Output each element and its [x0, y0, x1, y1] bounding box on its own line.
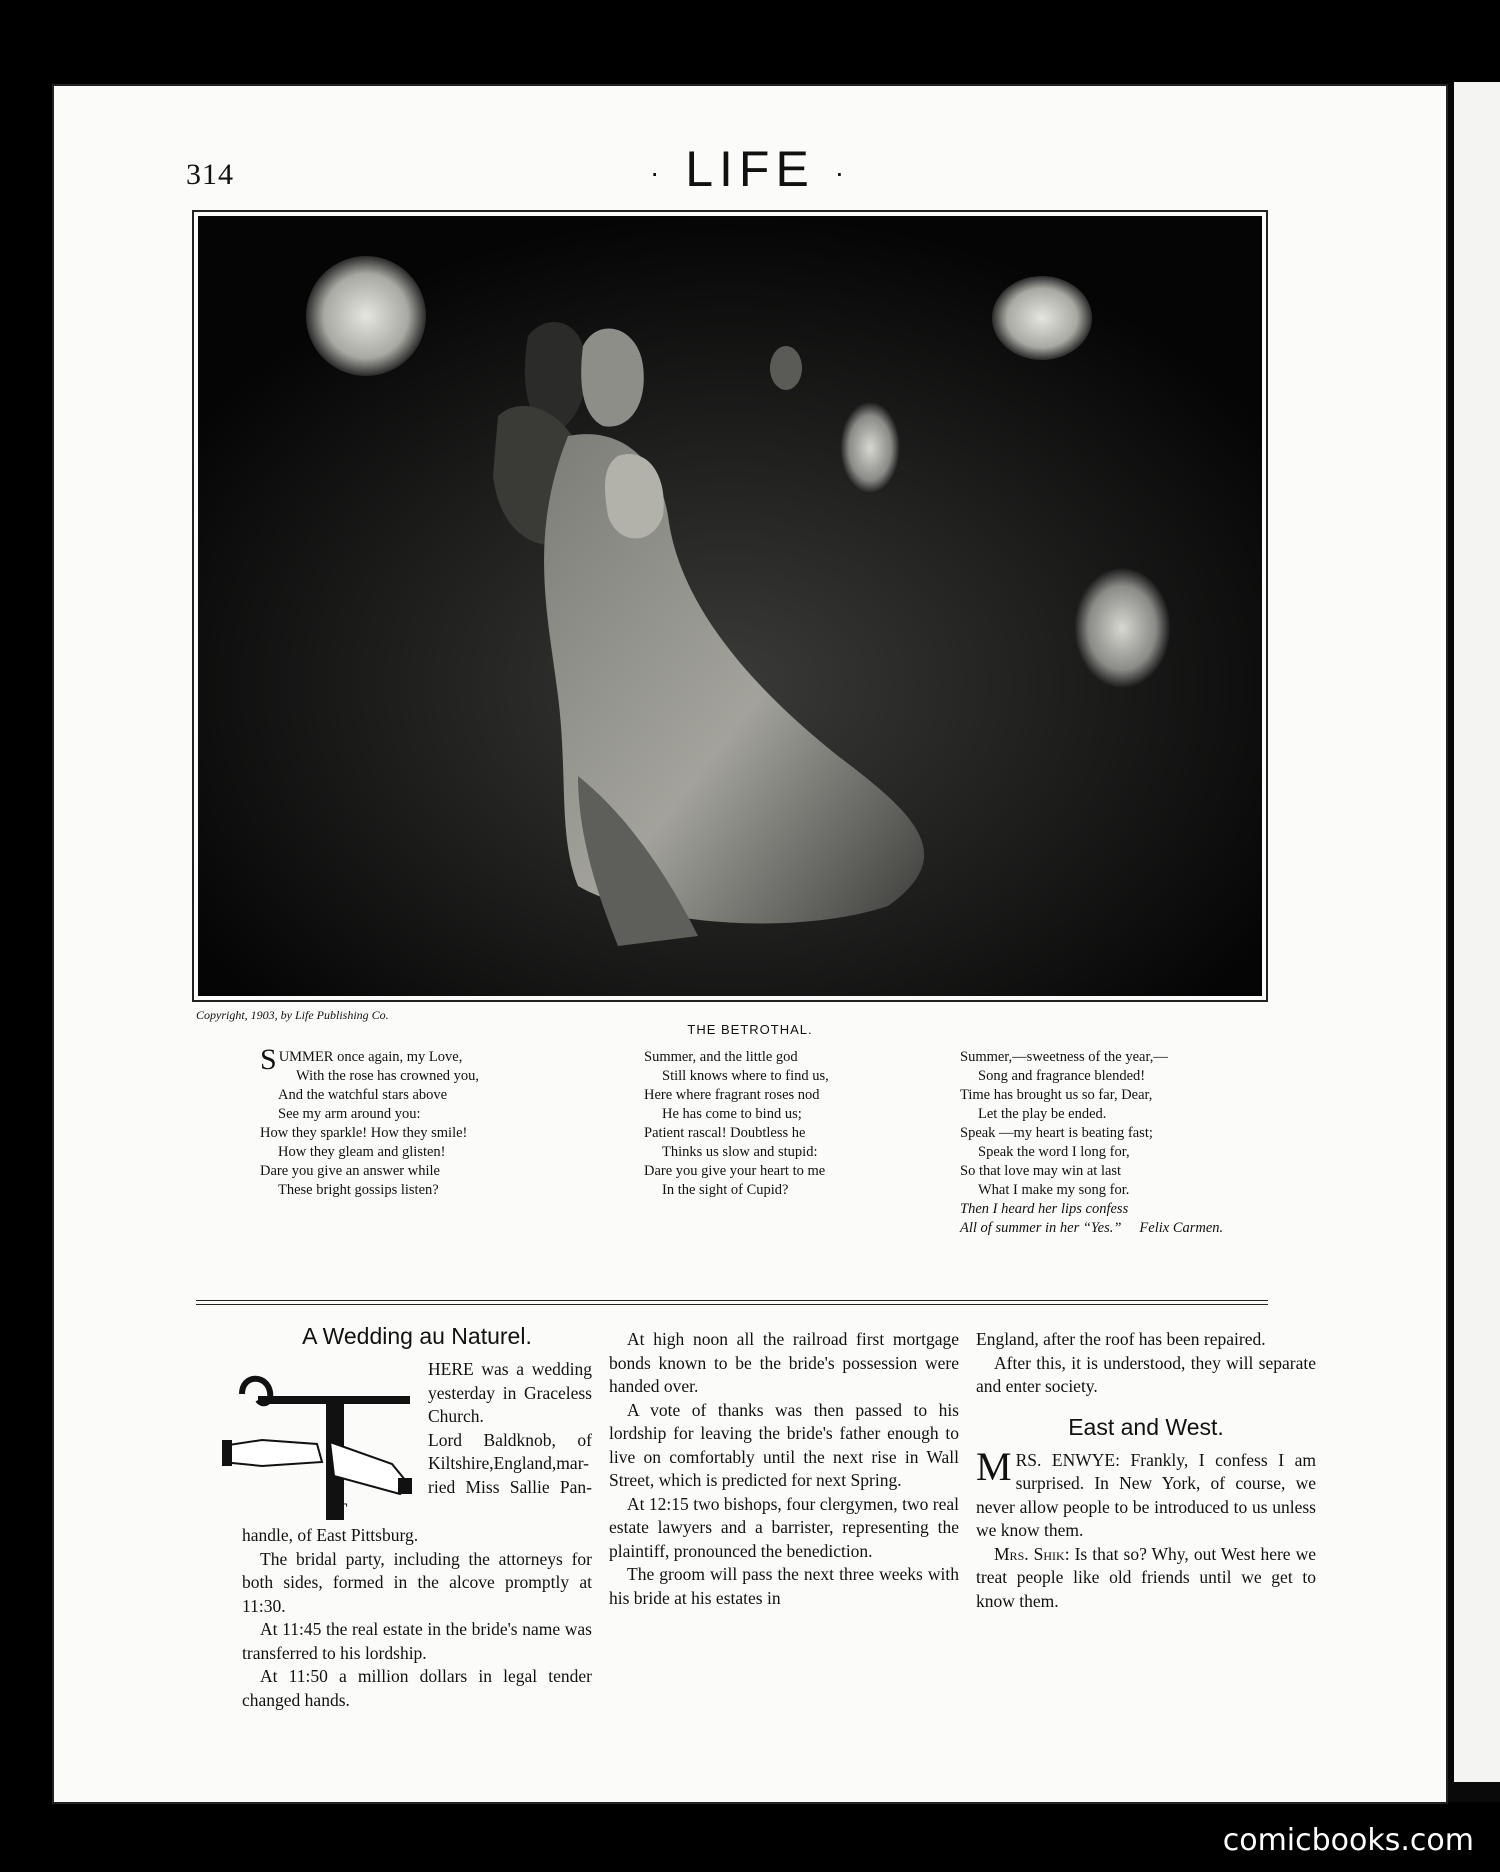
poem-line: So that love may win at last	[960, 1163, 1122, 1179]
hands-dropcap-icon	[222, 1354, 422, 1524]
poem-line: Summer,—sweetness of the year,—	[960, 1049, 1168, 1065]
poem-stanza-1	[260, 1043, 580, 1200]
poem-line: Summer, and the little god	[644, 1049, 798, 1065]
masthead	[600, 140, 900, 198]
poem-line: Here where fragrant roses nod	[644, 1087, 820, 1103]
opening-line: Church.	[428, 1406, 484, 1426]
illustration-copyright: Copyright, 1903, by Life Publishing Co.	[196, 1008, 389, 1022]
dialogue-mrs-enwye	[976, 1443, 1317, 1543]
opening-line: Kiltshire,England,mar-	[428, 1453, 589, 1473]
masthead-dot-left: ·	[649, 156, 666, 188]
section-divider	[196, 1300, 1268, 1301]
speaker-enwye-text: Frankly, I confess I am surprised. In New York, of course, we never allow people to be introduced to us unless we know them.	[976, 1449, 1317, 1540]
article-column-1	[242, 1318, 592, 1712]
poem-line: What I make my song for.	[978, 1182, 1130, 1198]
poem-line: Speak —my heart is beating fast;	[960, 1125, 1153, 1141]
poem-line: How they gleam and glisten!	[278, 1144, 446, 1160]
poem-line: Let the play be ended.	[978, 1106, 1107, 1122]
column3-continuation: England, after the roof has been repaired.	[976, 1329, 1266, 1349]
dropcap-letter: T	[334, 1498, 348, 1523]
illustration-caption: THE BETROTHAL.	[687, 1022, 813, 1037]
poem-line: Song and fragrance blended!	[978, 1068, 1146, 1084]
poem-dropcap: S	[260, 1043, 277, 1076]
article-column-2	[609, 1328, 959, 1610]
masthead-title: LIFE	[685, 141, 815, 197]
poem-line: These bright gossips listen?	[278, 1182, 439, 1198]
section-divider-thin	[196, 1304, 1268, 1305]
poem-line: How they sparkle! How they smile!	[260, 1125, 468, 1141]
lantern-right-top	[992, 276, 1092, 360]
lantern-center	[840, 402, 900, 494]
poem-line: Thinks us slow and stupid:	[662, 1144, 818, 1160]
betrothal-illustration	[192, 210, 1268, 1002]
watermark: comicbooks.com	[1222, 1823, 1474, 1858]
poem-line: Dare you give an answer while	[260, 1163, 440, 1179]
poem-line: See my arm around you:	[278, 1106, 421, 1122]
speaker-shik: Mrs. Shik:	[994, 1543, 1070, 1564]
lantern-right-lower	[1074, 568, 1170, 688]
article-column-3	[976, 1328, 1316, 1613]
opening-line: yesterday in Graceless	[428, 1382, 592, 1403]
speaker-shik-text: Is that so? Why, out West here we treat people like old friends until we get to know them.	[976, 1543, 1316, 1611]
page-number: 314	[186, 158, 234, 191]
poem-line: Speak the word I long for,	[978, 1144, 1130, 1160]
masthead-dot-right: ·	[834, 156, 851, 188]
dialogue-dropcap: M	[976, 1443, 1012, 1489]
poem-line: Time has brought us so far, Dear,	[960, 1087, 1153, 1103]
column2-paragraph-1: At high noon all the railroad first mortgage bonds known to be the bride's possession were handed over.	[609, 1329, 959, 1396]
poem-line: UMMER once again, my Love,	[278, 1049, 463, 1065]
column2-paragraph-2: A vote of thanks was then passed to his lordship for leaving the bride's father enough to live on comfortably until the next rise in Wall Street, which is predicted for next Spring.	[609, 1399, 959, 1490]
article1-paragraph-3: At 11:50 a million dollars in legal tender changed hands.	[242, 1666, 592, 1710]
poem-line: He has come to bind us;	[662, 1106, 802, 1122]
column2-paragraph-3: At 12:15 two bishops, four clergymen, two real estate lawyers and a barrister, representing the plaintiff, pronounced the benediction.	[609, 1493, 959, 1561]
adjacent-page-edge	[1448, 82, 1500, 1782]
poem-stanza-3	[960, 1048, 1260, 1238]
opening-line: ried Miss Sallie Pan-	[428, 1476, 592, 1497]
article-title-wedding: A Wedding au Naturel.	[302, 1323, 532, 1349]
column2-paragraph-4: The groom will pass the next three weeks with his bride at his estates in	[609, 1564, 959, 1608]
poem-line: In the sight of Cupid?	[662, 1182, 789, 1198]
article-title-east-west: East and West.	[1068, 1413, 1224, 1440]
lantern-small	[770, 346, 802, 390]
opening-line: Lord Baldknob, of	[428, 1429, 592, 1450]
poem-line: All of summer in her “Yes.” Felix Carmen.	[960, 1220, 1224, 1236]
lantern-left	[306, 256, 426, 376]
poem-line: With the rose has crowned you,	[296, 1068, 480, 1084]
poem-line: Dare you give your heart to me	[644, 1163, 826, 1179]
poem-line: Patient rascal! Doubtless he	[644, 1125, 806, 1141]
betrothal-image	[198, 216, 1262, 996]
column3-after: After this, it is understood, they will separate and enter society.	[976, 1352, 1316, 1396]
speaker-enwye: RS. ENWYE:	[1015, 1449, 1120, 1470]
article1-paragraph-1: The bridal party, including the attorneys for both sides, formed in the alcove promptly at 11:30.	[242, 1548, 592, 1616]
article1-opening-tail: handle, of East Pittsburg.	[242, 1525, 419, 1545]
poem-line: And the watchful stars above	[278, 1087, 448, 1103]
article1-paragraph-2: At 11:45 the real estate in the bride's name was transferred to his lordship.	[242, 1619, 592, 1663]
poem-line: Then I heard her lips confess	[960, 1201, 1129, 1217]
poem-line: Still knows where to find us,	[662, 1068, 829, 1084]
poem-signature: Felix Carmen.	[1139, 1220, 1224, 1236]
poem-stanza-2	[644, 1048, 944, 1200]
opening-line: HERE was a wedding	[428, 1359, 592, 1379]
dialogue-mrs-shik	[976, 1543, 1316, 1614]
